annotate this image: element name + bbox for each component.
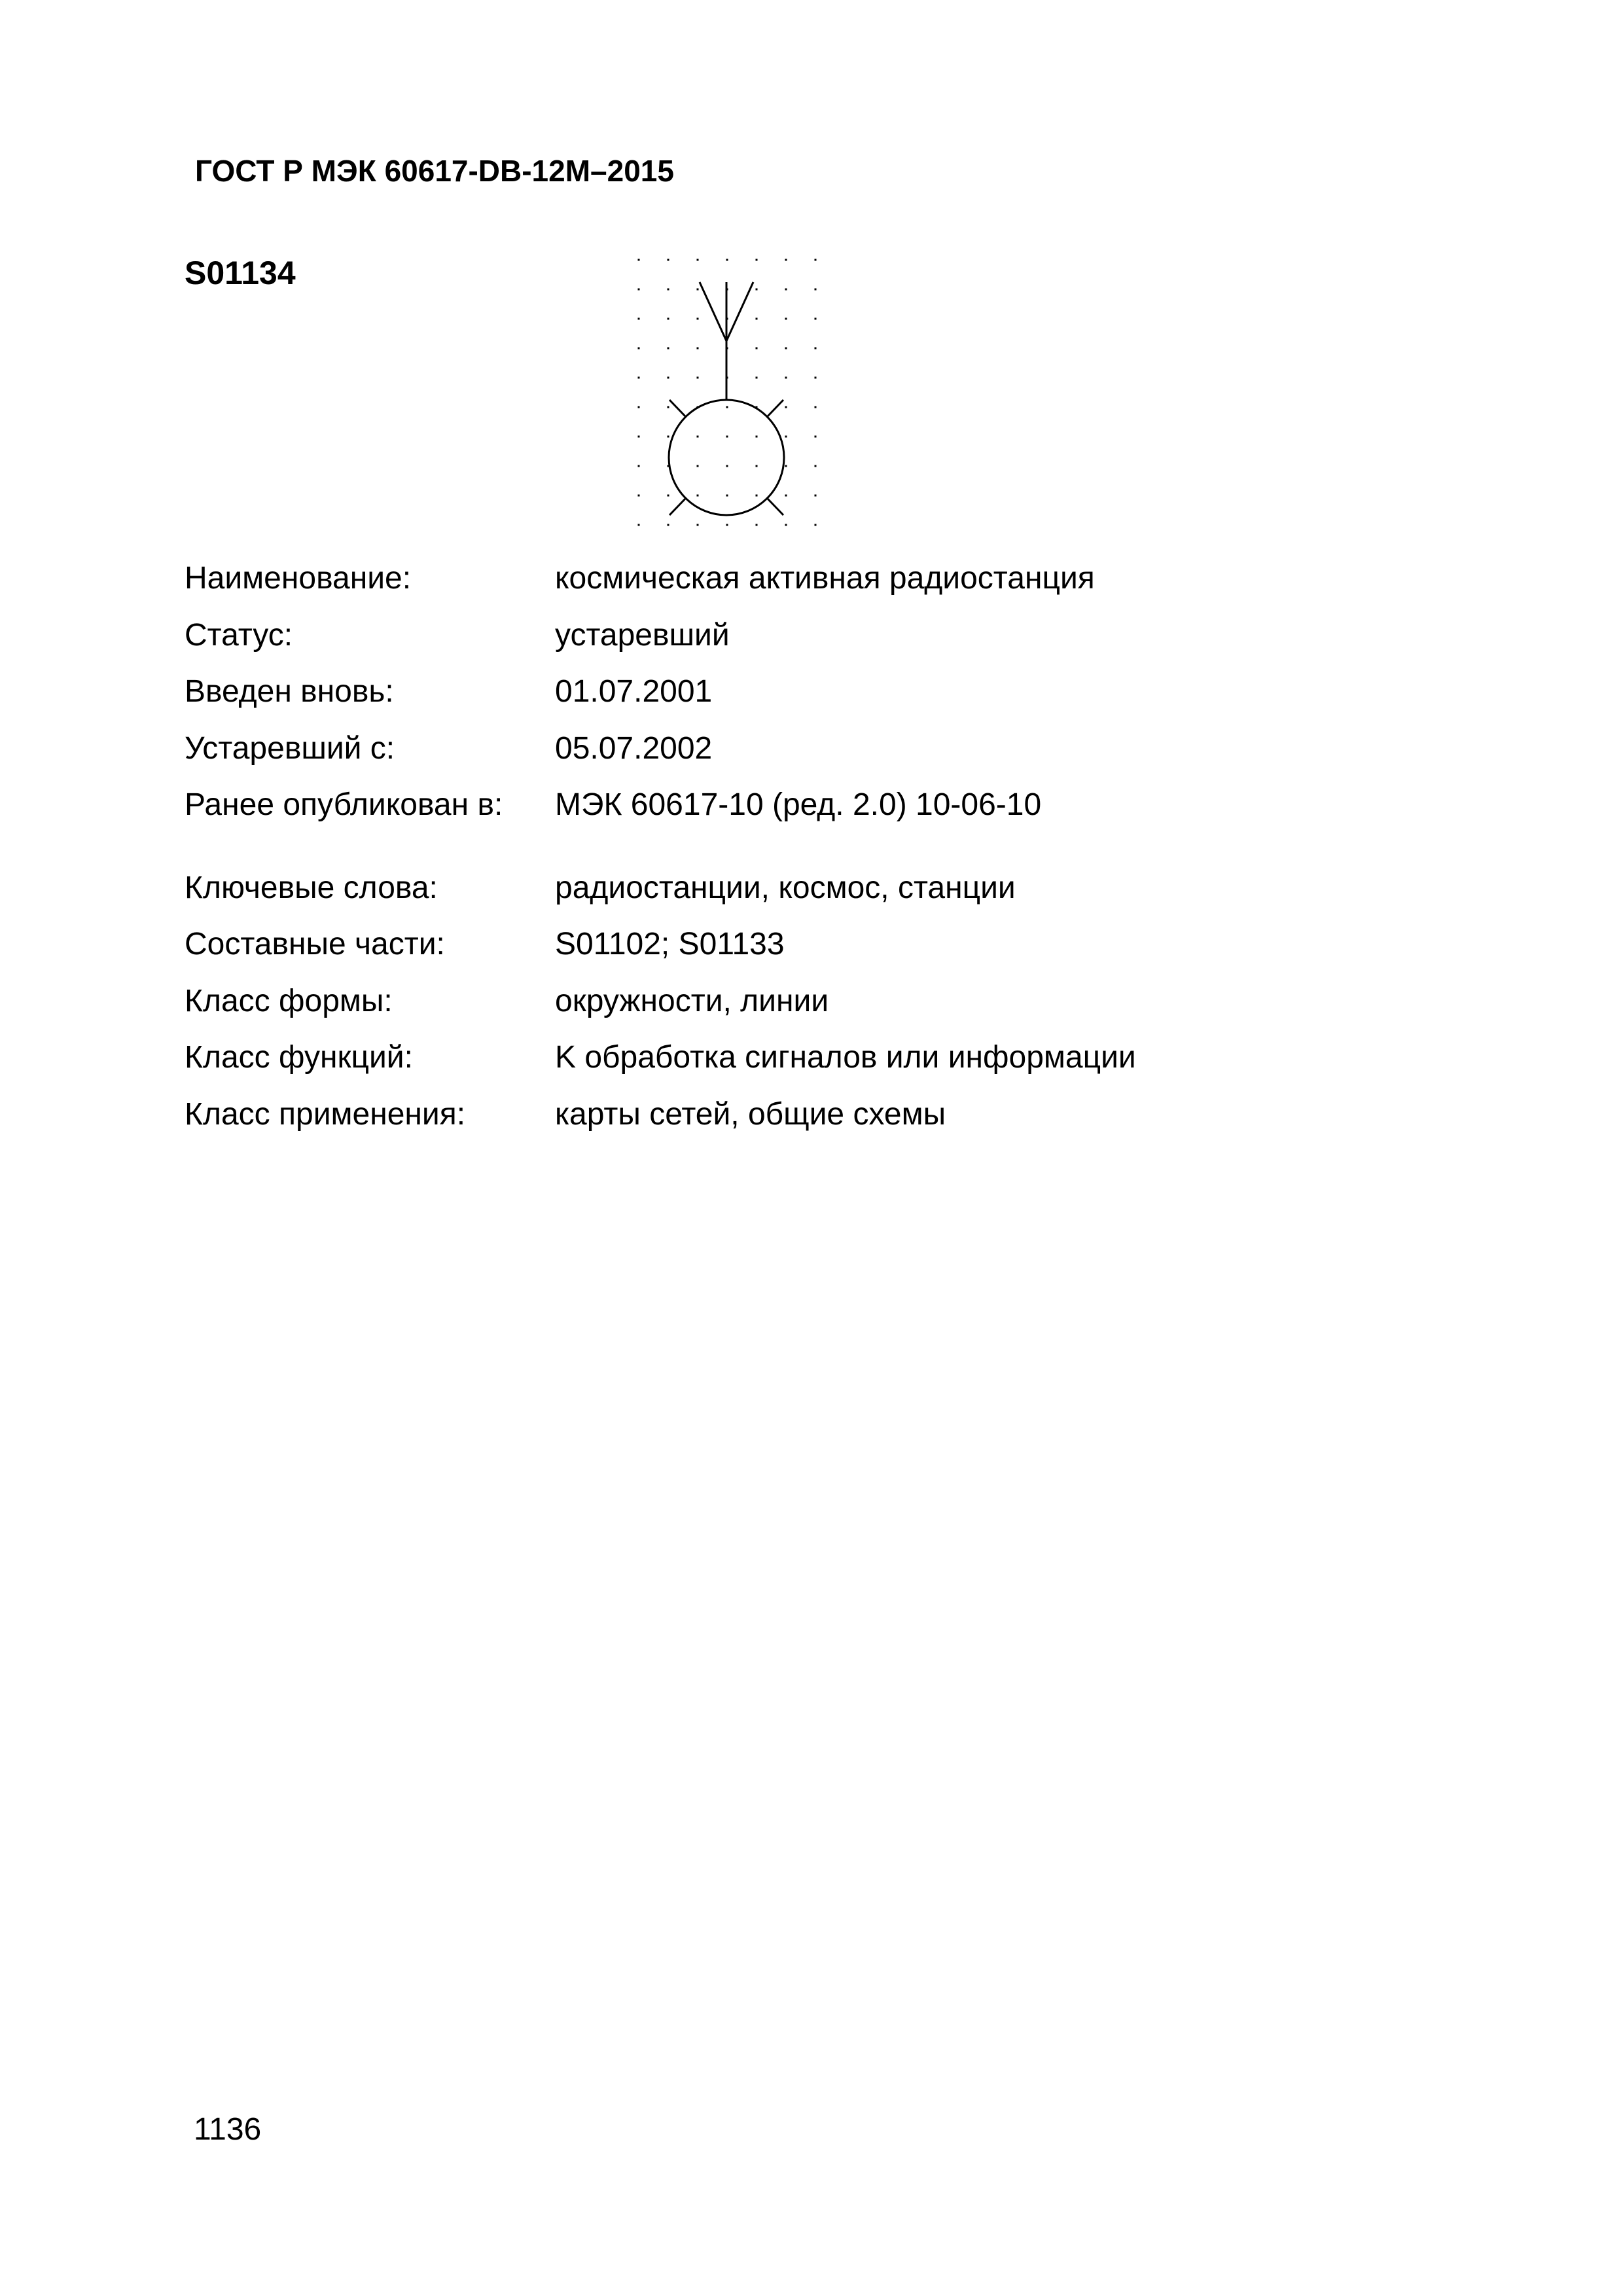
properties-table	[185, 563, 1493, 1155]
grid-dot	[697, 289, 699, 291]
grid-dot	[785, 495, 787, 497]
grid-dot	[785, 289, 787, 291]
grid-dot	[638, 465, 640, 467]
grid-dot	[668, 348, 669, 350]
grid-dot	[697, 348, 699, 350]
grid-dot	[785, 348, 787, 350]
property-label: Ранее опубликован в:	[185, 787, 503, 822]
grid-dot	[697, 377, 699, 379]
property-value: 05.07.2002	[555, 730, 713, 766]
grid-dot	[668, 495, 669, 497]
property-row-obsolete-since	[185, 730, 1493, 790]
property-label: Ключевые слова:	[185, 870, 438, 905]
grid-dot	[815, 495, 817, 497]
property-value: окружности, линии	[555, 983, 829, 1018]
property-value: S01102; S01133	[555, 927, 785, 961]
grid-dot	[638, 524, 640, 526]
property-value: радиостанции, космос, станции	[555, 870, 1016, 905]
grid-dot	[668, 436, 669, 438]
grid-dot	[638, 436, 640, 438]
grid-dot	[815, 524, 817, 526]
grid-dot	[668, 406, 669, 408]
tick-lower-right	[767, 498, 783, 515]
property-label: Введен вновь:	[185, 674, 394, 709]
grid-dot	[638, 348, 640, 350]
grid-dot	[785, 406, 787, 408]
property-row-application-class	[185, 1096, 1493, 1156]
property-label: Наименование:	[185, 561, 412, 596]
property-label: Составные части:	[185, 927, 445, 961]
property-value: космическая активная радиостанция	[555, 561, 1095, 596]
grid-dot	[668, 524, 669, 526]
grid-dot	[668, 259, 669, 261]
property-row-components	[185, 929, 1493, 986]
property-row-shape-class	[185, 983, 1493, 1043]
grid-dot	[815, 318, 817, 320]
grid-dot	[638, 259, 640, 261]
grid-dot	[697, 495, 699, 497]
grid-dot	[638, 318, 640, 320]
property-label: Класс применения:	[185, 1096, 466, 1132]
grid-dot	[756, 524, 758, 526]
grid-dot	[756, 495, 758, 497]
space-active-radio-station-symbol-icon	[622, 252, 831, 560]
grid-dot	[756, 377, 758, 379]
page-number: 1136	[194, 2112, 262, 2147]
grid-dot	[756, 465, 758, 467]
station-circle	[669, 400, 784, 515]
grid-dot	[697, 465, 699, 467]
property-label: Статус:	[185, 617, 293, 653]
antenna-left-arm	[700, 282, 726, 341]
grid-dot	[756, 348, 758, 350]
grid-dot	[815, 406, 817, 408]
grid-dot	[638, 377, 640, 379]
property-row-introduced	[185, 676, 1493, 733]
grid-dot	[726, 524, 728, 526]
grid-dot	[726, 495, 728, 497]
grid-dot	[785, 465, 787, 467]
property-row-keywords	[185, 872, 1493, 929]
symbol-lines	[669, 282, 784, 515]
property-value: 01.07.2001	[555, 674, 713, 709]
grid-dot	[697, 524, 699, 526]
grid-dot	[756, 436, 758, 438]
grid-dot	[697, 436, 699, 438]
grid-dot	[668, 289, 669, 291]
grid-dot	[668, 318, 669, 320]
standard-header: ГОСТ Р МЭК 60617-DB-12M–2015	[195, 154, 674, 188]
grid-dot	[785, 318, 787, 320]
tick-upper-left	[669, 400, 686, 417]
property-value: карты сетей, общие схемы	[555, 1096, 946, 1132]
property-label: Класс функций:	[185, 1040, 413, 1075]
grid-dot	[785, 436, 787, 438]
grid-dot	[726, 406, 728, 408]
grid-dot	[785, 524, 787, 526]
property-row-function-class	[185, 1042, 1493, 1099]
grid-dot	[785, 259, 787, 261]
property-value: устаревший	[555, 617, 730, 653]
grid-dot	[815, 289, 817, 291]
grid-dot	[697, 318, 699, 320]
grid-dot	[815, 436, 817, 438]
property-value: K обработка сигналов или информации	[555, 1040, 1136, 1075]
property-label: Устаревший с:	[185, 730, 395, 766]
grid-dot	[726, 259, 728, 261]
antenna-right-arm	[726, 282, 753, 341]
grid-dot	[756, 289, 758, 291]
grid-dot	[638, 289, 640, 291]
grid-dot	[815, 259, 817, 261]
property-value: МЭК 60617-10 (ред. 2.0) 10-06-10	[555, 787, 1042, 822]
grid-dot	[668, 377, 669, 379]
grid-dot	[815, 465, 817, 467]
grid-dot	[697, 259, 699, 261]
grid-dot	[638, 495, 640, 497]
tick-upper-right	[767, 400, 783, 417]
tick-lower-left	[669, 498, 686, 515]
grid-dot	[726, 436, 728, 438]
grid-dot	[785, 377, 787, 379]
grid-dot	[756, 318, 758, 320]
grid-dot	[815, 348, 817, 350]
property-row-previously-published	[185, 789, 1493, 846]
grid-dot	[726, 465, 728, 467]
grid-dot	[638, 406, 640, 408]
grid-dot	[815, 377, 817, 379]
property-label: Класс формы:	[185, 983, 393, 1018]
property-row-status	[185, 617, 1493, 677]
symbol-code: S01134	[185, 255, 296, 291]
grid-dot	[756, 259, 758, 261]
property-row-name	[185, 563, 1493, 620]
